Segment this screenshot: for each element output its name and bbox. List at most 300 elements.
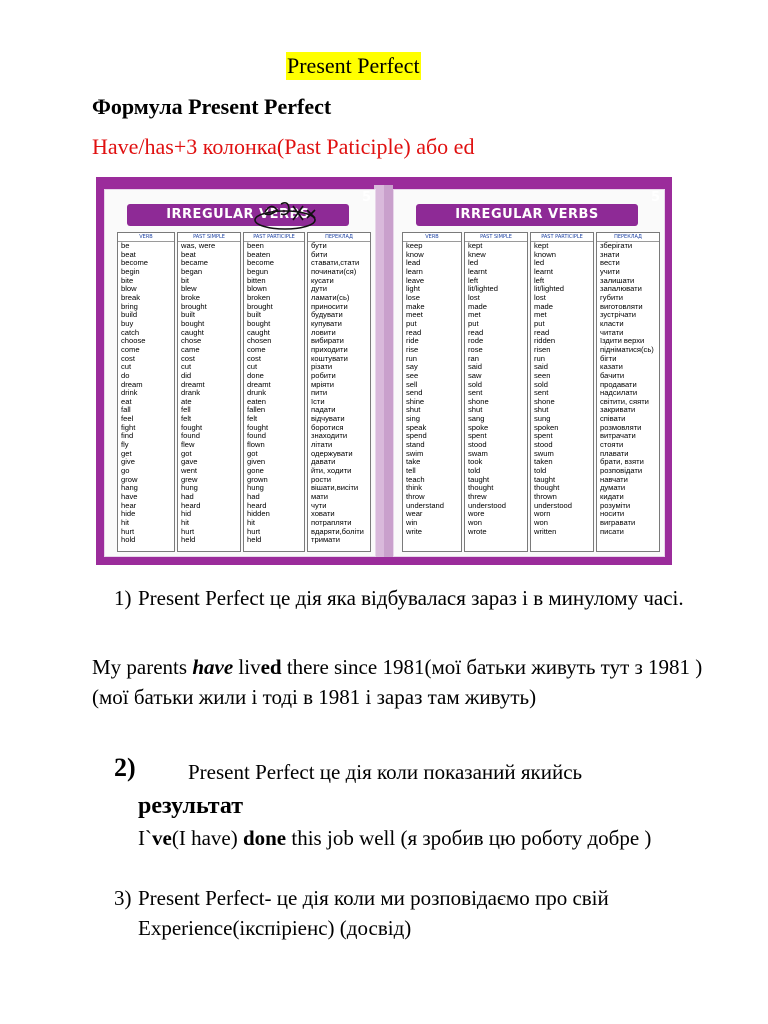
verb-cell: chosen <box>247 337 272 346</box>
verb-cell: думати <box>600 484 626 493</box>
column-items <box>244 242 304 545</box>
verb-cell: known <box>534 250 556 259</box>
verb-cell: ламати(сь) <box>311 293 350 302</box>
verb-cell: тримати <box>311 536 340 545</box>
verb-cell: kept <box>534 242 549 250</box>
verb-cell: bitten <box>247 276 266 285</box>
verb-cell: understood <box>534 501 572 510</box>
verb-cell: стояти <box>600 441 624 450</box>
list-number-2: 2) <box>114 753 136 782</box>
book-spine <box>384 185 393 557</box>
verb-cell: broken <box>247 293 271 302</box>
column-header: PAST SIMPLE <box>178 233 240 242</box>
verb-cell: eaten <box>247 397 267 406</box>
example-text: there since 1981(мої батьки живуть тут з 1981 )(мої батьки жили і тоді в 1981 і зараз там живуть) <box>92 655 703 709</box>
verb-cell: приносити <box>311 302 348 311</box>
verb-cell: давати <box>311 458 336 467</box>
verb-cell: ridden <box>534 337 556 346</box>
verb-cell: йти, ходити <box>311 467 352 476</box>
verb-cell: told <box>534 467 547 476</box>
verb-cell: wrote <box>468 527 487 536</box>
verb-cell: run <box>534 354 545 363</box>
verb-cell: broke <box>181 293 200 302</box>
verb-cell: вішати,висіти <box>311 484 359 493</box>
verb-cell: speak <box>406 423 427 432</box>
verb-cell: знаходити <box>311 432 348 441</box>
verb-cell: кидати <box>600 493 624 502</box>
verb-cell: knew <box>468 250 486 259</box>
verb-cell: wear <box>406 510 423 519</box>
verb-cell: знати <box>600 250 620 259</box>
verb-cell: blown <box>247 285 267 294</box>
verb-cell: bit <box>181 276 190 285</box>
verb-cell: ставати,стати <box>311 259 360 268</box>
verb-cell: have <box>121 493 138 502</box>
verb-cell: hit <box>181 519 190 527</box>
verb-cell: win <box>406 519 418 527</box>
verb-cell: felt <box>247 415 258 424</box>
verb-cell: told <box>468 467 481 476</box>
verb-cell: надсилати <box>600 389 638 398</box>
verb-cell: читати <box>600 328 624 337</box>
column-items <box>403 242 461 536</box>
verb-cell: left <box>534 276 545 285</box>
verb-cell: запалювати <box>600 285 642 294</box>
page-number-right: 5 <box>650 190 660 205</box>
verb-cell: read <box>534 328 550 337</box>
verb-cell: stood <box>534 441 553 450</box>
verb-cell: співати <box>600 415 626 424</box>
verb-cell: hide <box>121 510 136 519</box>
formula-text: Have/has+3 колонка(Past Paticiple) або ed <box>92 134 475 159</box>
verb-cell: казати <box>600 363 623 372</box>
emphasis-ed: ed <box>260 655 282 679</box>
verb-cell: build <box>121 311 138 320</box>
verb-cell: продавати <box>600 380 637 389</box>
verb-cell: break <box>121 293 140 302</box>
verb-cell: began <box>181 267 203 276</box>
verb-cell: built <box>181 311 195 320</box>
verb-cell: dream <box>121 380 143 389</box>
verb-cell: sold <box>534 380 548 389</box>
verb-cell: swam <box>468 449 488 458</box>
verb-cell: made <box>468 302 487 311</box>
column-translation <box>307 232 371 552</box>
verb-cell: won <box>468 519 482 527</box>
verb-cell: lost <box>468 293 480 302</box>
verb-cell: боротися <box>311 423 344 432</box>
verb-cell: sing <box>406 415 420 424</box>
column-past-simple <box>177 232 241 552</box>
verb-cell: tell <box>406 467 416 476</box>
verb-cell: grow <box>121 475 138 484</box>
verb-cell: hurt <box>247 527 261 536</box>
verb-cell: bite <box>121 276 134 285</box>
verb-cell: drank <box>181 389 200 398</box>
emphasis-ve: ve <box>152 826 172 850</box>
verb-cell: hid <box>181 510 192 519</box>
column-past-simple <box>464 232 528 552</box>
emphasis-have: have <box>192 655 234 679</box>
verb-cell: said <box>468 363 482 372</box>
verb-cell: ловити <box>311 328 336 337</box>
verb-cell: come <box>121 345 140 354</box>
verb-cell: lead <box>406 259 421 268</box>
verb-cell: stood <box>468 441 487 450</box>
verb-cell: lit/lighted <box>534 285 564 294</box>
verb-cell: become <box>121 259 149 268</box>
verb-cell: hold <box>121 536 136 545</box>
verb-cell: took <box>468 458 483 467</box>
verb-cell: heard <box>247 501 267 510</box>
verb-cell: swum <box>534 449 554 458</box>
column-header: PAST PARTICIPLE <box>244 233 304 242</box>
irregular-verbs-image <box>96 177 672 565</box>
verb-cell: cost <box>121 354 135 363</box>
verb-cell: cost <box>247 354 261 363</box>
verb-cell: брати, взяти <box>600 458 644 467</box>
verb-cell: бути <box>311 242 327 250</box>
verb-cell: розуміти <box>600 501 631 510</box>
verb-cell: get <box>121 449 132 458</box>
verb-cell: spent <box>534 432 553 441</box>
verb-cell: rose <box>468 345 483 354</box>
verb-cell: ate <box>181 397 192 406</box>
verb-cell: done <box>247 371 264 380</box>
verb-cell: shone <box>534 397 555 406</box>
verb-cell: виготовляти <box>600 302 643 311</box>
verb-cell: hear <box>121 501 137 510</box>
verb-cell: give <box>121 458 135 467</box>
verb-cell: held <box>247 536 262 545</box>
verb-cell: begun <box>247 267 269 276</box>
verb-cell: led <box>468 259 479 268</box>
verb-cell: spend <box>406 432 427 441</box>
verb-cell: починати(ся) <box>311 267 357 276</box>
verb-cell: плавати <box>600 449 629 458</box>
verb-cell: fell <box>181 406 191 415</box>
column-translation <box>596 232 660 552</box>
verb-cell: вести <box>600 259 620 268</box>
verb-cell: shine <box>406 397 425 406</box>
verb-cell: кусати <box>311 276 334 285</box>
page-number-left: 5 <box>361 190 371 205</box>
verb-cell: rise <box>406 345 419 354</box>
book-page-right <box>393 189 665 557</box>
verb-cell: будувати <box>311 311 343 320</box>
verb-cell: gave <box>181 458 198 467</box>
verb-cell: throw <box>406 493 425 502</box>
verb-cell: said <box>534 363 548 372</box>
column-header: VERB <box>118 233 174 242</box>
verb-cell: risen <box>534 345 551 354</box>
verb-cell: catch <box>121 328 140 337</box>
verb-cell: drink <box>121 389 138 398</box>
verb-cell: taught <box>534 475 556 484</box>
verb-cell: kept <box>468 242 483 250</box>
verb-cell: do <box>121 371 130 380</box>
column-items <box>178 242 240 545</box>
verb-cell: hit <box>247 519 256 527</box>
column-header: PAST PARTICIPLE <box>531 233 593 242</box>
example-text: this job well (я зробив цю роботу добре ) <box>286 826 652 850</box>
verb-cell: keep <box>406 242 423 250</box>
verb-cell: світити, сяяти <box>600 397 649 406</box>
emphasis-done: done <box>242 826 287 850</box>
verb-cell: hit <box>121 519 130 527</box>
verb-cell: ховати <box>311 510 335 519</box>
verb-cell: met <box>534 311 547 320</box>
verb-cell: brought <box>247 302 273 311</box>
formula-heading: Формула Present Perfect <box>92 94 332 119</box>
list-text: Present Perfect це дія яка відбувалася зараз і в минулому часі. <box>138 586 684 610</box>
verb-cell: caught <box>181 328 204 337</box>
verb-cell: падати <box>311 406 336 415</box>
verb-cell: lit/lighted <box>468 285 498 294</box>
verb-cell: blew <box>181 285 197 294</box>
verb-cell: eat <box>121 397 132 406</box>
verb-cell: drunk <box>247 389 266 398</box>
verb-cell: купувати <box>311 319 342 328</box>
verb-cell: beaten <box>247 250 271 259</box>
verb-cell: hurt <box>121 527 135 536</box>
verb-cell: розмовляти <box>600 423 642 432</box>
verb-cell: was, were <box>181 242 216 250</box>
verb-cell: рости <box>311 475 331 484</box>
column-header: ПЕРЕКЛАД <box>308 233 370 242</box>
handwritten-scribble <box>251 198 323 230</box>
verb-cell: chose <box>181 337 202 346</box>
list-text: Present Perfect- це дія коли ми розповідаємо про свій Experience(ікспіріенс) (досвід) <box>138 886 609 940</box>
verb-cell: hurt <box>181 527 195 536</box>
verb-cell: wore <box>468 510 485 519</box>
verb-cell: бігти <box>600 354 617 363</box>
verb-cell: know <box>406 250 424 259</box>
verb-cell: hidden <box>247 510 270 519</box>
verb-cell: зустрічати <box>600 311 637 320</box>
column-items <box>308 242 370 545</box>
verb-cell: read <box>468 328 484 337</box>
verb-cell: їздити верхи <box>600 337 645 346</box>
list-text-2: Present Perfect це дія коли показаний якийсь <box>188 760 583 784</box>
verb-cell: hung <box>181 484 198 493</box>
example-text: I` <box>138 826 152 850</box>
verb-cell: учити <box>600 267 620 276</box>
verb-cell: came <box>181 345 200 354</box>
verb-cell: led <box>534 259 545 268</box>
column-items <box>118 242 174 545</box>
verb-cell: чути <box>311 501 327 510</box>
page-title: Present Perfect <box>287 53 420 78</box>
verb-cell: shut <box>406 406 421 415</box>
verb-cell: вигравати <box>600 519 636 527</box>
verb-cell: meet <box>406 311 423 320</box>
verb-cell: make <box>406 302 425 311</box>
verb-cell: розповідати <box>600 467 643 476</box>
verb-cell: бачити <box>600 371 625 380</box>
verb-cell: gone <box>247 467 264 476</box>
verb-cell: літати <box>311 441 333 450</box>
verb-cell: коштувати <box>311 354 348 363</box>
verb-cell: fight <box>121 423 136 432</box>
verb-cell: written <box>534 527 557 536</box>
verb-cell: put <box>468 319 479 328</box>
verb-cell: swim <box>406 449 424 458</box>
verb-cell: got <box>247 449 258 458</box>
verb-cell: мати <box>311 493 328 502</box>
column-header: PAST SIMPLE <box>465 233 527 242</box>
verb-cell: вибирати <box>311 337 344 346</box>
verb-cell: sell <box>406 380 418 389</box>
verb-cell: brought <box>181 302 207 311</box>
list-number: 3) <box>114 886 132 910</box>
verb-cell: put <box>534 319 545 328</box>
verb-cell: held <box>181 536 196 545</box>
verb-cell: worn <box>534 510 551 519</box>
verb-cell: мріяти <box>311 380 334 389</box>
verb-cell: read <box>406 328 422 337</box>
verb-cell: bring <box>121 302 138 311</box>
verb-cell: lose <box>406 293 420 302</box>
verb-cell: feel <box>121 415 134 424</box>
verb-cell: залишати <box>600 276 635 285</box>
verb-cell: sung <box>534 415 551 424</box>
verb-cell: learnt <box>468 267 487 276</box>
verb-cell: been <box>247 242 264 250</box>
verb-cell: дути <box>311 285 327 294</box>
verb-cell: hung <box>247 484 264 493</box>
verb-cell: become <box>247 259 275 268</box>
verb-cell: sold <box>468 380 482 389</box>
example-text: My parents <box>92 655 193 679</box>
verb-cell: ride <box>406 337 419 346</box>
verb-cell: come <box>247 345 266 354</box>
verb-cell: grew <box>181 475 198 484</box>
verb-cell: dreamt <box>181 380 205 389</box>
result-word: результат <box>138 793 244 819</box>
verb-cell: thrown <box>534 493 557 502</box>
verb-cell: learnt <box>534 267 553 276</box>
verb-cell: write <box>406 527 423 536</box>
verb-cell: had <box>181 493 194 502</box>
verb-cell: made <box>534 302 553 311</box>
verb-cell: send <box>406 389 423 398</box>
verb-cell: відчувати <box>311 415 345 424</box>
verb-cell: buy <box>121 319 134 328</box>
verb-cell: became <box>181 259 209 268</box>
verb-cell: light <box>406 285 420 294</box>
column-past-participle <box>530 232 594 552</box>
verb-cell: built <box>247 311 261 320</box>
book-page-left <box>104 189 376 557</box>
verb-cell: grown <box>247 475 268 484</box>
verb-cell: fallen <box>247 406 266 415</box>
verb-cell: think <box>406 484 423 493</box>
verb-cell: understand <box>406 501 444 510</box>
verb-cell: say <box>406 363 418 372</box>
verb-cell: stand <box>406 441 425 450</box>
verb-cell: found <box>181 432 201 441</box>
verb-cell: sang <box>468 415 485 424</box>
verb-cell: потрапляти <box>311 519 352 527</box>
verb-cell: taught <box>468 475 490 484</box>
verb-cell: губити <box>600 293 623 302</box>
column-verb <box>402 232 462 552</box>
verb-cell: підніматися(сь) <box>600 345 654 354</box>
verb-cell: shut <box>534 406 549 415</box>
book-title-right: IRREGULAR VERBS <box>416 204 638 226</box>
verb-cell: bought <box>181 319 205 328</box>
example-sentence-1 <box>92 652 732 712</box>
verb-cell: be <box>121 242 130 250</box>
list-number: 1) <box>114 586 132 610</box>
verb-cell: fly <box>121 441 129 450</box>
verb-cell: rode <box>468 337 484 346</box>
verb-cell: fall <box>121 406 131 415</box>
verb-cell: hang <box>121 484 138 493</box>
verb-cell: ran <box>468 354 479 363</box>
verb-cell: see <box>406 371 419 380</box>
verb-cell: flown <box>247 441 265 450</box>
verb-cell: lost <box>534 293 546 302</box>
verb-cell: thought <box>468 484 494 493</box>
verb-cell: had <box>247 493 260 502</box>
verb-cell: felt <box>181 415 192 424</box>
column-past-participle <box>243 232 305 552</box>
verb-cell: класти <box>600 319 624 328</box>
verb-cell: seen <box>534 371 551 380</box>
verb-cell: heard <box>181 501 201 510</box>
book-title-left: IRREGULAR VERBS <box>127 204 349 226</box>
verb-cell: find <box>121 432 134 441</box>
verb-cell: got <box>181 449 192 458</box>
verb-cell: їсти <box>311 397 325 406</box>
verb-cell: навчати <box>600 475 628 484</box>
verb-cell: blow <box>121 285 137 294</box>
verb-cell: met <box>468 311 481 320</box>
verb-cell: thought <box>534 484 560 493</box>
column-header: ПЕРЕКЛАД <box>597 233 659 242</box>
verb-cell: bought <box>247 319 271 328</box>
verb-cell: put <box>406 319 417 328</box>
verb-cell: робити <box>311 371 336 380</box>
verb-cell: писати <box>600 527 624 536</box>
example-sentence-2 <box>138 823 738 853</box>
verb-cell: cut <box>181 363 192 372</box>
verb-cell: різати <box>311 363 333 372</box>
verb-cell: закривати <box>600 406 636 415</box>
verb-cell: dreamt <box>247 380 271 389</box>
verb-cell: teach <box>406 475 425 484</box>
verb-cell: cost <box>181 354 195 363</box>
verb-cell: sent <box>468 389 483 398</box>
verb-cell: spent <box>468 432 487 441</box>
verb-cell: won <box>534 519 548 527</box>
verb-cell: shone <box>468 397 489 406</box>
verb-cell: вдаряти,боліти <box>311 527 364 536</box>
verb-cell: caught <box>247 328 270 337</box>
verb-cell: cut <box>247 363 258 372</box>
verb-cell: fought <box>181 423 203 432</box>
verb-cell: одержувати <box>311 449 353 458</box>
verb-cell: go <box>121 467 130 476</box>
verb-cell: beat <box>181 250 196 259</box>
column-header: VERB <box>403 233 461 242</box>
verb-cell: take <box>406 458 421 467</box>
verb-cell: taken <box>534 458 553 467</box>
verb-cell: зберігати <box>600 242 633 250</box>
column-verb <box>117 232 175 552</box>
